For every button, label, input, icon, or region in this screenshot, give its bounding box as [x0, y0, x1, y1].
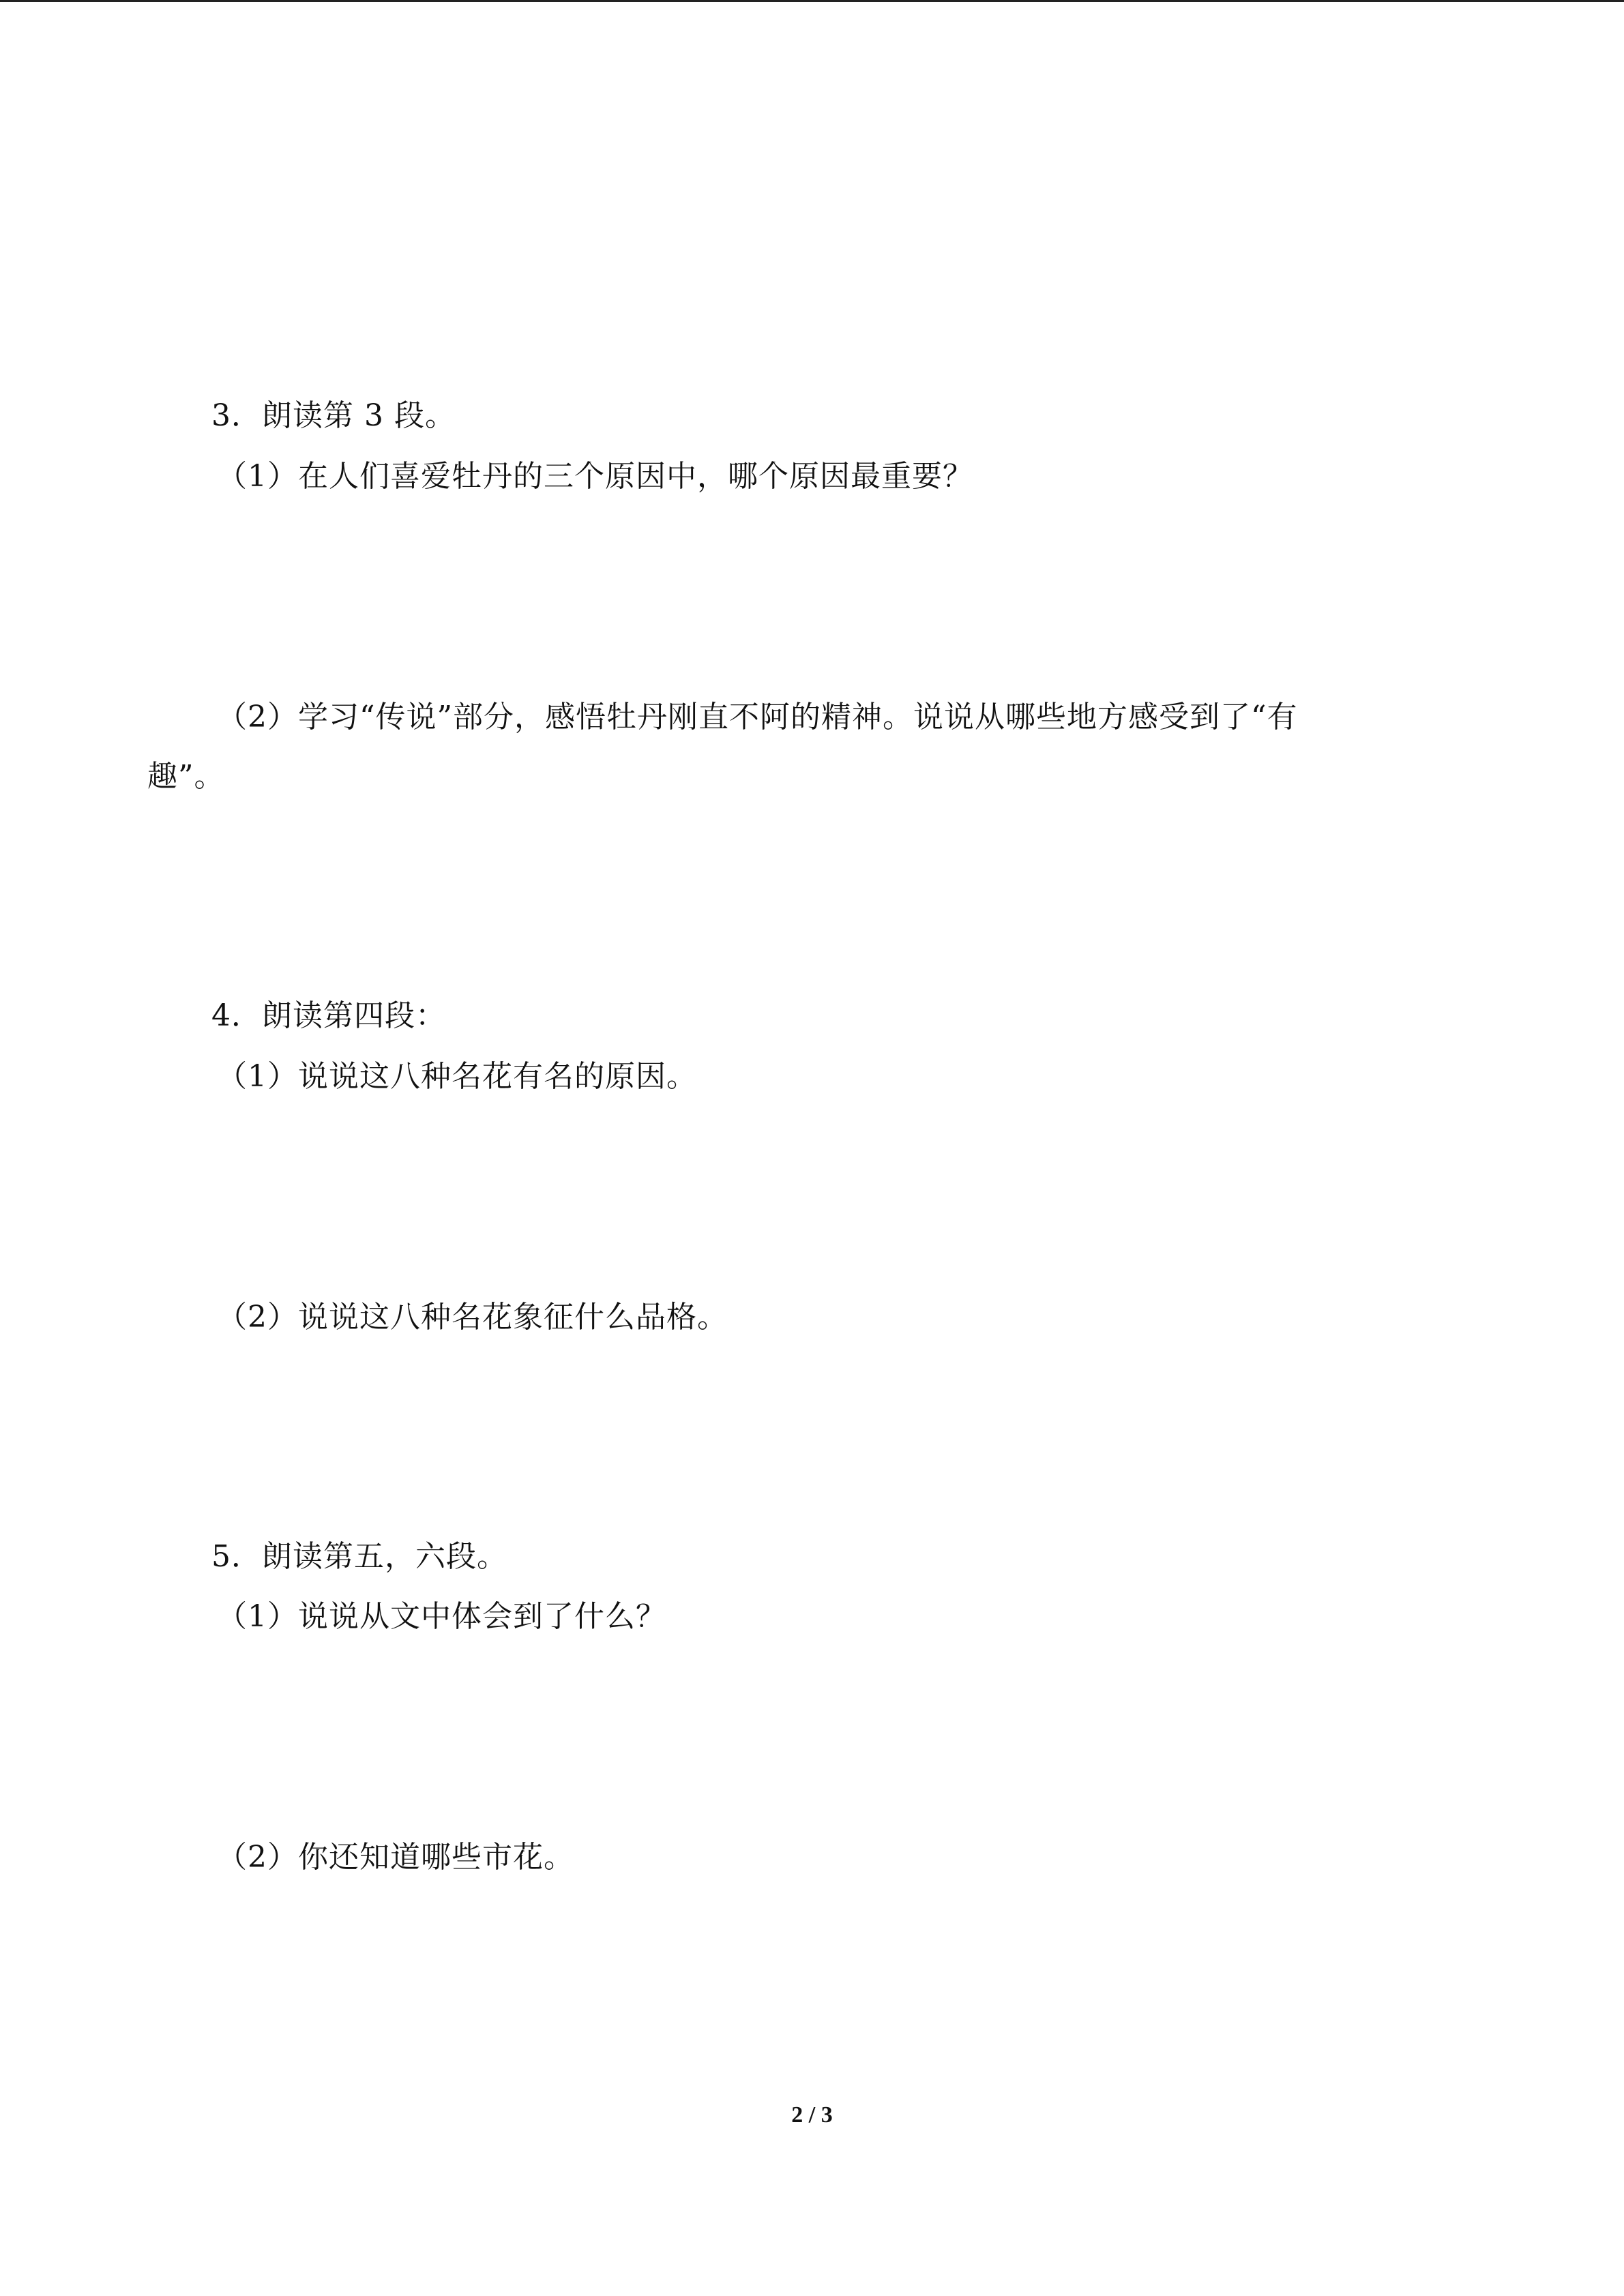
sub-question: （1）说说从文中体会到了什么？ [217, 1599, 666, 1634]
sub-question: （2）说说这八种名花象征什么品格。 [217, 1300, 728, 1335]
sub-question: （1）说说这八种名花有名的原因。 [217, 1059, 697, 1094]
page-number: 2 / 3 [791, 2102, 833, 2128]
question-heading: 3．朗读第 3 段。 [211, 398, 456, 433]
question-heading: 4．朗读第四段： [211, 998, 446, 1033]
sub-question: （1）在人们喜爱牡丹的三个原因中，哪个原因最重要？ [217, 459, 973, 494]
page-top-border [0, 0, 1624, 2]
sub-question: （2）你还知道哪些市花。 [217, 1840, 574, 1875]
sub-question-continuation: 趣”。 [147, 759, 225, 794]
sub-question: （2）学习“传说”部分，感悟牡丹刚直不阿的精神。说说从哪些地方感受到了“有 [217, 700, 1298, 734]
question-heading: 5．朗读第五，六段。 [211, 1539, 507, 1574]
